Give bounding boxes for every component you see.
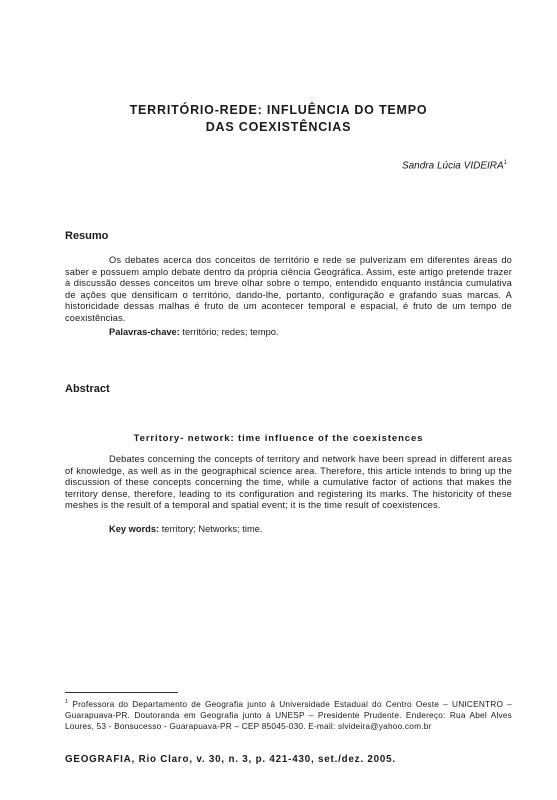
abstract-keywords-value: territory; Networks; time. [161,524,263,534]
resumo-text: Os debates acerca dos conceitos de território e rede se pulverizam em diferentes áreas do saber e possuem amplo debate dentro da própria ciência Geográfica. Assim, este artigo pretende trazer à discussão desses conceitos um breve olhar sobre o tempo, entendido enquanto instância cumulativa de ações que densificam o território, dando-lhe, portanto, configuração e grafando suas marcas. A historicidade dessas malhas é fruto de um acontecer temporal e espacial, é fruto de um tempo de coexistências. [65,255,512,323]
title-line-1: TERRITÓRIO-REDE: INFLUÊNCIA DO TEMPO [129,103,428,117]
author [402,160,507,171]
resumo-heading: Resumo [65,230,109,242]
resumo-keywords [109,327,279,337]
footnote-mark: 1 [65,699,69,705]
title-line-2: DAS COEXISTÊNCIAS [205,120,352,134]
footnote-rule [65,692,178,693]
abstract-keywords-label: Key words: [109,524,160,534]
resumo-keywords-label: Palavras-chave: [109,327,180,337]
author-footnote-mark: 1 [503,160,507,166]
abstract-text: Debates concerning the concepts of territory and network have been spread in different areas of knowledge, as well as in the geographical science area. Therefore, this article intends to bring up the discussion of these concepts concerning the time, while a cumulative factor of actions that makes the territory dense, therefore, leading to its configuration and registering its marks. The historicity of these meshes is the result of a temporal and spatial event; it is the time result of coexistences. [65,454,512,511]
journal-citation: GEOGRAFIA, Rio Claro, v. 30, n. 3, p. 421-430, set./dez. 2005. [65,754,396,765]
footnote-text: Professora do Departamento de Geografia junto à Universidade Estadual do Centro Oeste – UNICENTRO – Guarapuava-PR. Doutoranda em Geografia junto à UNESP – Presidente Prudente. Endereço: Rua Abel Alves Loures, 53 - Bonsucesso - Guarapuava-PR – CEP 85045-030. E-mail: slvideira@yahoo.com.br [65,698,512,731]
abstract-keywords [109,524,262,534]
author-name: Sandra Lúcia VIDEIRA [401,160,504,172]
article-title [0,102,557,136]
footnote [65,697,512,731]
resumo-keywords-value: território; redes; tempo. [182,327,279,337]
abstract-heading: Abstract [65,383,110,395]
abstract-subtitle: Territory- network: time influence of the coexistences [133,433,424,444]
